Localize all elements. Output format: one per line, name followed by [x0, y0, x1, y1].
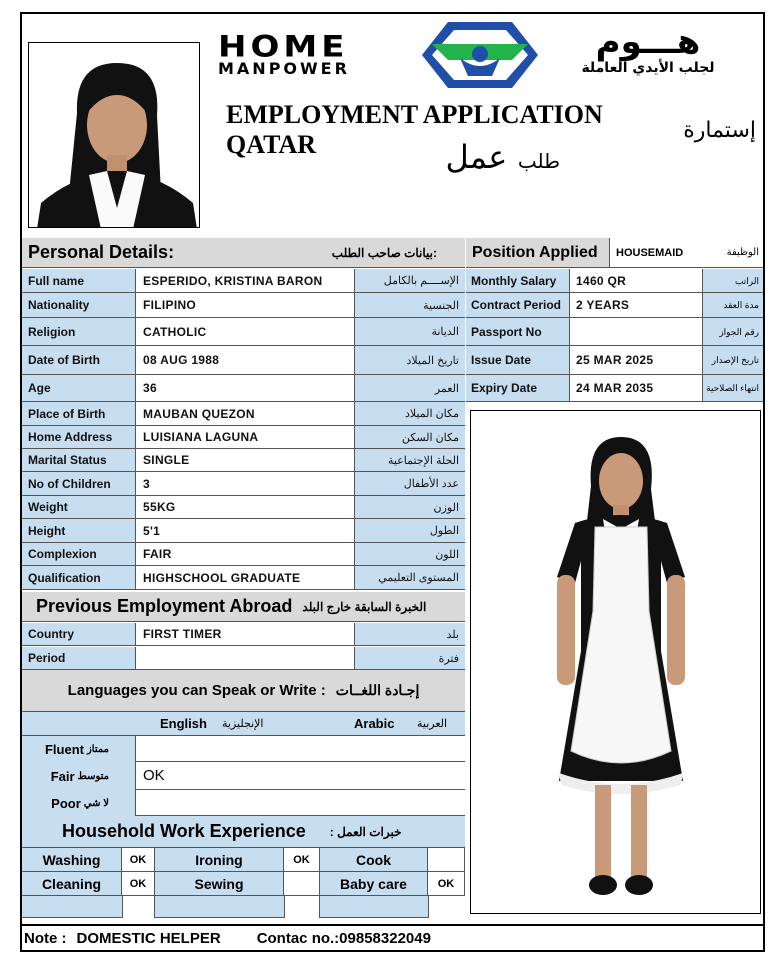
previous-row-value-cell	[136, 623, 355, 645]
language-level-label-cell	[22, 736, 136, 762]
contact-number: Contac no.:09858322049	[256, 929, 431, 947]
language-level-row	[22, 736, 465, 762]
personal-row-value-cell	[136, 375, 355, 401]
position-row-arabic: الراتب	[734, 275, 759, 286]
personal-row-value: FILIPINO	[143, 298, 197, 312]
position-applied-value	[610, 238, 703, 267]
household-task-mark: OK	[129, 853, 147, 866]
personal-row-arabic-cell	[355, 519, 465, 542]
household-heading-english: Household Work Experience	[62, 821, 306, 841]
household-heading	[22, 816, 465, 848]
previous-row-arabic-cell	[355, 647, 465, 669]
personal-row-arabic-cell	[355, 543, 465, 565]
languages-heading-arabic: إجـادة اللغــات	[335, 682, 420, 698]
personal-row-arabic: المستوى التعليمي	[378, 572, 459, 584]
personal-row-value: HIGHSCHOOL GRADUATE	[143, 570, 301, 585]
household-task-mark-cell	[284, 872, 320, 896]
previous-row-arabic-cell	[355, 623, 465, 645]
position-row-label-cell	[466, 318, 570, 345]
personal-row-label-cell	[22, 318, 136, 345]
logo-home-text: HOME	[218, 30, 349, 64]
position-row-label-cell	[466, 346, 570, 374]
personal-row	[22, 293, 465, 318]
position-row-arabic-cell	[703, 375, 763, 401]
languages-column-header	[22, 712, 465, 736]
personal-row-arabic: مكان السكن	[401, 431, 459, 444]
previous-row-arabic: فترة	[438, 652, 459, 665]
title-arabic-2: طلب	[517, 149, 560, 173]
personal-row-arabic-cell	[355, 472, 465, 495]
personal-row-value-cell	[136, 293, 355, 317]
household-task-cell	[22, 848, 122, 872]
language-level-label-cell	[22, 790, 136, 816]
household-task-mark-cell	[428, 848, 465, 872]
logo-arabic-text	[548, 24, 748, 76]
position-row	[466, 375, 763, 402]
personal-row-arabic-cell	[355, 566, 465, 589]
position-row-label-cell	[466, 293, 570, 317]
previous-row-value: FIRST TIMER	[143, 627, 222, 641]
personal-row-arabic-cell	[355, 318, 465, 345]
household-task-mark-cell	[122, 872, 155, 896]
applicant-headshot-photo	[28, 42, 200, 228]
household-task-label: Baby care	[340, 875, 407, 892]
footer-note	[22, 924, 763, 950]
household-task-mark: OK	[293, 853, 310, 866]
position-row-label-cell	[466, 375, 570, 401]
personal-row-label: Weight	[28, 500, 68, 514]
household-task-mark-cell	[428, 872, 465, 896]
personal-row-label: Age	[28, 381, 51, 395]
position-row-arabic: انتهاء الصلاحية	[706, 383, 759, 393]
personal-row-label: Complexion	[28, 547, 97, 561]
previous-heading-english: Previous Employment Abroad	[36, 596, 293, 616]
personal-row-value: SINGLE	[143, 453, 190, 467]
personal-row-label: Date of Birth	[28, 353, 100, 367]
personal-row-label: Height	[28, 523, 66, 538]
household-task-mark-cell	[122, 848, 155, 872]
household-task-mark: OK	[129, 877, 147, 890]
household-task-cell	[320, 872, 428, 896]
personal-row-arabic: الديانة	[431, 326, 459, 338]
personal-row	[22, 402, 465, 426]
position-row-value-cell	[570, 293, 703, 317]
position-row-value-cell	[570, 375, 703, 401]
personal-row	[22, 318, 465, 346]
col-arabic-arabic: العربية	[417, 718, 448, 730]
personal-row-label-cell	[22, 496, 136, 518]
personal-row-value-cell	[136, 402, 355, 425]
previous-row-label-cell	[22, 647, 136, 669]
personal-row-label-cell	[22, 402, 136, 425]
personal-row-arabic: الإســــم بالكامل	[383, 275, 459, 287]
language-level-label-cell	[22, 762, 136, 790]
previous-row-label-cell	[22, 623, 136, 645]
household-task-mark: OK	[437, 877, 455, 890]
personal-row-label: Nationality	[28, 298, 90, 312]
personal-row-arabic: العمر	[434, 382, 459, 395]
personal-row-value: 36	[143, 381, 157, 395]
personal-row-value: 08 AUG 1988	[143, 353, 220, 367]
position-row-label: Passport No	[471, 324, 542, 339]
personal-row-label-cell	[22, 449, 136, 471]
previous-employment-heading	[22, 592, 465, 622]
language-level-row	[22, 762, 465, 790]
position-row-arabic: مدة العقد	[723, 300, 759, 310]
household-task-label: Cook	[356, 851, 391, 868]
personal-row-value-cell	[136, 496, 355, 518]
personal-row-value-cell	[136, 566, 355, 589]
personal-row-label-cell	[22, 566, 136, 589]
language-english-cell	[136, 736, 465, 762]
personal-row-value-cell	[136, 519, 355, 542]
personal-row-label-cell	[22, 293, 136, 317]
personal-row	[22, 346, 465, 375]
note-label: Note :	[24, 929, 67, 947]
position-row-label: Contract Period	[471, 298, 562, 312]
title-arabic-sub	[430, 138, 560, 176]
personal-row	[22, 472, 465, 496]
language-level-label: Poor	[51, 795, 81, 811]
language-level-arabic: ممتاز	[86, 743, 109, 755]
position-row	[466, 346, 763, 375]
language-english-cell	[136, 790, 465, 816]
position-value-text: HOUSEMAID	[616, 246, 684, 259]
household-task-label: Sewing	[194, 875, 244, 892]
personal-row-arabic: عدد الأطفال	[403, 478, 459, 490]
personal-row-value: 55KG	[143, 500, 176, 514]
position-row-label: Expiry Date	[471, 381, 538, 395]
previous-row-value-cell	[136, 647, 355, 669]
position-row-value-cell	[570, 269, 703, 292]
position-row-label: Monthly Salary	[471, 273, 557, 288]
personal-row-arabic-cell	[355, 449, 465, 471]
language-level-label: Fair	[50, 768, 75, 784]
previous-row-label: Country	[28, 627, 74, 641]
language-level-row	[22, 790, 465, 816]
personal-row-label: Qualification	[28, 570, 101, 585]
position-applied-row	[466, 238, 763, 268]
col-english-label: English	[160, 716, 207, 731]
personal-row	[22, 496, 465, 519]
position-row-value-cell	[570, 346, 703, 374]
personal-heading-arabic: بيانات صاحب الطلب:	[331, 245, 437, 260]
personal-details-heading	[22, 238, 465, 268]
home-manpower-logo	[218, 20, 748, 90]
personal-row-value-cell	[136, 472, 355, 495]
title-arabic-1: إستمارة	[683, 117, 756, 143]
personal-row-value: 3	[143, 476, 150, 491]
position-heading-text: Position Applied	[472, 243, 598, 261]
personal-row-value: MAUBAN QUEZON	[143, 406, 255, 421]
personal-heading-english: Personal Details:	[28, 242, 175, 262]
personal-row-label-cell	[22, 426, 136, 448]
personal-row-arabic-cell	[355, 496, 465, 518]
position-row-arabic: تاريخ الإصدار	[711, 355, 759, 365]
previous-heading-arabic: الخبرة السابقة خارج البلد	[302, 599, 427, 614]
logo-english-text	[218, 32, 408, 76]
personal-row-label: Home Address	[28, 430, 113, 444]
personal-row-arabic: الطول	[429, 525, 459, 537]
position-row-value: 25 MAR 2025	[576, 353, 654, 367]
personal-row-arabic-cell	[355, 375, 465, 401]
personal-row-arabic: الحلة الإجتماعية	[387, 454, 459, 467]
title-arabic-3: عمل	[445, 138, 508, 176]
applicant-full-body-photo	[470, 410, 761, 914]
languages-heading-english: Languages you can Speak or Write :	[67, 682, 326, 699]
household-task-cell	[22, 872, 122, 896]
personal-row	[22, 269, 465, 293]
blank-ok-cell-1	[122, 896, 155, 918]
personal-row-value-cell	[136, 318, 355, 345]
position-row-label: Issue Date	[471, 353, 532, 367]
personal-row-arabic-cell	[355, 346, 465, 374]
personal-row-arabic: الجنسية	[423, 299, 459, 312]
position-row-arabic: رقم الجواز	[719, 326, 759, 337]
personal-row-label: Full name	[28, 273, 85, 288]
personal-row-value: CATHOLIC	[143, 324, 207, 339]
personal-row-arabic: تاريخ الميلاد	[406, 354, 459, 367]
logo-manpower-text: MANPOWER	[218, 59, 350, 78]
blank-ok-cell-3	[428, 896, 465, 918]
personal-row	[22, 566, 465, 590]
personal-row-label-cell	[22, 472, 136, 495]
personal-row-label-cell	[22, 519, 136, 542]
personal-row-arabic-cell	[355, 402, 465, 425]
title-english: EMPLOYMENT APPLICATION QATAR	[226, 100, 603, 159]
personal-row-value-cell	[136, 449, 355, 471]
personal-row-value: 5'1	[143, 523, 161, 538]
position-applied-arabic	[703, 238, 763, 267]
position-row-value-cell	[570, 318, 703, 345]
language-english-cell	[136, 762, 465, 790]
household-task-cell	[320, 848, 428, 872]
language-level-arabic: لا شي	[83, 797, 109, 809]
languages-heading	[22, 670, 465, 712]
logo-arabic-tagline: لجلب الأيدي العاملة	[581, 60, 715, 76]
personal-row-value-cell	[136, 543, 355, 565]
personal-row-arabic: الوزن	[433, 501, 459, 514]
personal-row	[22, 449, 465, 472]
household-task-label: Cleaning	[41, 875, 102, 892]
personal-row-label-cell	[22, 375, 136, 401]
previous-row	[22, 623, 465, 646]
household-task-cell	[155, 848, 284, 872]
position-row-value: 24 MAR 2035	[576, 381, 654, 395]
note-value: DOMESTIC HELPER	[76, 929, 221, 947]
personal-row-arabic: اللون	[435, 548, 459, 561]
language-english-value: OK	[143, 767, 165, 784]
personal-row-label: Place of Birth	[28, 406, 106, 421]
personal-row-value-cell	[136, 346, 355, 374]
previous-row	[22, 647, 465, 670]
personal-row-arabic-cell	[355, 269, 465, 292]
personal-row-value-cell	[136, 426, 355, 448]
household-task-mark-cell	[284, 848, 320, 872]
position-applied-label	[466, 238, 610, 267]
personal-row-label: No of Children	[28, 476, 111, 491]
position-row	[466, 269, 763, 293]
personal-row-arabic: مكان الميلاد	[404, 408, 459, 420]
personal-row-label-cell	[22, 543, 136, 565]
position-row-arabic-cell	[703, 269, 763, 292]
personal-row	[22, 426, 465, 449]
logo-arabic-name: هـــوم	[595, 22, 701, 62]
position-row-arabic-cell	[703, 346, 763, 374]
col-english-arabic: الإنجليزية	[222, 718, 264, 730]
position-row	[466, 318, 763, 346]
personal-row-label-cell	[22, 346, 136, 374]
household-heading-arabic: خبرات العمل :	[329, 824, 402, 839]
personal-row-arabic-cell	[355, 293, 465, 317]
position-row-value: 2 YEARS	[576, 298, 630, 312]
position-row-arabic-cell	[703, 293, 763, 317]
personal-row	[22, 519, 465, 543]
language-level-label: Fluent	[44, 741, 84, 757]
household-task-cell	[155, 872, 284, 896]
position-row-value: 1460 QR	[576, 273, 627, 288]
position-row	[466, 293, 763, 318]
personal-row-value: LUISIANA LAGUNA	[143, 430, 259, 444]
position-arabic-text: الوظيفة	[726, 247, 759, 258]
position-row-arabic-cell	[703, 318, 763, 345]
personal-row-value: ESPERIDO, KRISTINA BARON	[143, 273, 323, 288]
personal-row	[22, 543, 465, 566]
household-blank-row	[22, 896, 465, 918]
col-arabic-label: Arabic	[354, 716, 395, 731]
previous-row-label: Period	[28, 651, 66, 665]
previous-row-arabic: بلد	[446, 628, 459, 641]
personal-row-arabic-cell	[355, 426, 465, 448]
personal-row-value-cell	[136, 269, 355, 292]
household-task-label: Ironing	[195, 851, 243, 868]
personal-row	[22, 375, 465, 402]
language-level-arabic: متوسط	[77, 770, 109, 782]
personal-row-label: Marital Status	[28, 453, 107, 467]
personal-row-label: Religion	[28, 324, 76, 339]
household-task-label: Washing	[42, 851, 101, 868]
position-row-label-cell	[466, 269, 570, 292]
personal-row-label-cell	[22, 269, 136, 292]
blank-ok-cell-2	[284, 896, 320, 918]
logo-emblem-icon	[420, 20, 540, 90]
personal-row-value: FAIR	[143, 547, 172, 561]
